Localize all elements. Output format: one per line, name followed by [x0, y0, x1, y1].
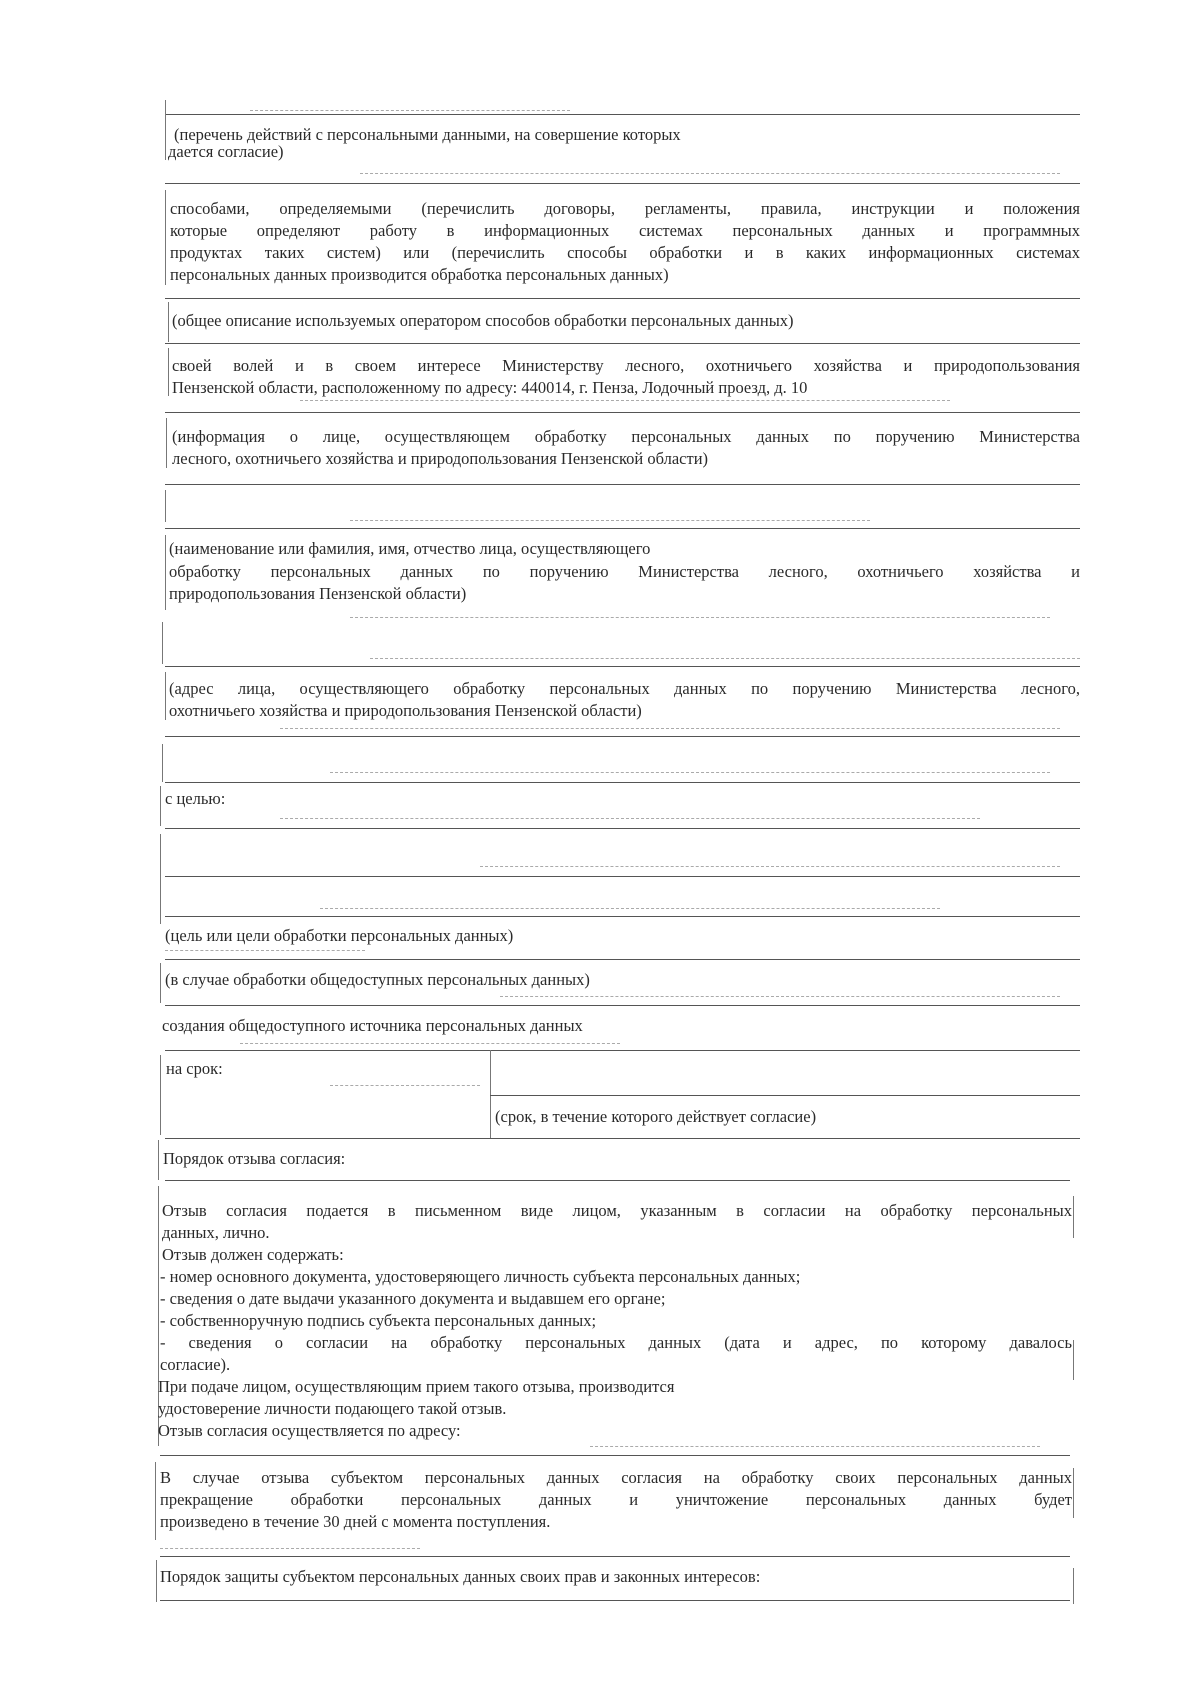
divider — [160, 1548, 420, 1549]
vertical-rule — [165, 100, 166, 160]
text-line: Пензенской области, расположенному по адресу: 440014, г. Пенза, Лодочный проезд, д. 10 — [172, 378, 808, 397]
divider — [165, 876, 1080, 877]
vertical-rule — [160, 1055, 161, 1135]
vertical-rule — [165, 490, 166, 522]
revocation-line: - сведения о дате выдачи указанного документа и выдавшем его органе; — [160, 1289, 666, 1308]
purpose-label: с целью: — [165, 789, 226, 808]
divider — [160, 1455, 1070, 1456]
vertical-rule — [166, 418, 167, 468]
divider — [590, 1446, 1040, 1447]
divider — [160, 1556, 1070, 1557]
divider — [165, 298, 1080, 299]
protection-title: Порядок защиты субъектом персональных данных своих прав и законных интересов: — [160, 1567, 761, 1586]
divider — [165, 412, 1080, 413]
processor-name-caption-line: (наименование или фамилия, имя, отчество лица, осуществляющего — [169, 539, 651, 558]
revocation-line: - номер основного документа, удостоверяющего личность субъекта персональных данных; — [160, 1267, 801, 1286]
vertical-rule — [1073, 1196, 1074, 1238]
vertical-rule — [162, 622, 163, 664]
processing-methods-text — [170, 198, 1080, 286]
divider — [165, 950, 365, 951]
revocation-address-label: Отзыв согласия осуществляется по адресу: — [158, 1421, 461, 1440]
divider — [360, 173, 1060, 174]
vertical-rule — [1073, 1340, 1074, 1380]
term-label: на срок: — [166, 1059, 223, 1078]
vertical-rule — [165, 672, 166, 720]
divider — [280, 728, 1060, 729]
action-list-caption-line: дается согласие) — [168, 142, 284, 161]
text-line: природопользования Пензенской области) — [169, 584, 467, 603]
divider — [350, 617, 1050, 618]
divider — [330, 1085, 480, 1086]
revocation-line: удостоверение личности подающего такой отзыв. — [158, 1399, 507, 1418]
ministry-consent-text — [172, 355, 1080, 399]
text-line: продуктах таких систем) или (перечислить способы обработки и в каких информационных системах — [170, 243, 1080, 262]
processor-address-caption — [169, 678, 1080, 722]
vertical-rule — [158, 1140, 159, 1180]
divider — [165, 782, 1080, 783]
text-line: обработку персональных данных по поручению Министерства лесного, охотничьего хозяйства и — [169, 562, 1080, 581]
revocation-title: Порядок отзыва согласия: — [163, 1149, 346, 1168]
divider — [165, 343, 1080, 344]
vertical-rule — [155, 1462, 156, 1540]
divider — [165, 1138, 1080, 1139]
vertical-rule — [1073, 1568, 1074, 1604]
text-line: своей волей и в своем интересе Министерству лесного, охотничьего хозяйства и природопользования — [172, 356, 1080, 375]
methods-description-caption: (общее описание используемых оператором способов обработки персональных данных) — [172, 311, 794, 330]
divider — [165, 183, 1080, 184]
divider — [500, 996, 1060, 997]
revocation-line: Отзыв должен содержать: — [162, 1245, 344, 1264]
divider — [165, 1180, 1070, 1181]
divider — [165, 736, 1080, 737]
divider — [330, 772, 1050, 773]
termination-text — [160, 1467, 1072, 1533]
divider — [165, 1005, 1080, 1006]
action-list-caption-line: (перечень действий с персональными данными, на совершение которых — [174, 125, 681, 144]
divider — [165, 959, 1080, 960]
divider — [165, 1050, 1080, 1051]
divider — [320, 908, 940, 909]
divider — [165, 484, 1080, 485]
vertical-rule — [160, 834, 161, 924]
text-line: которые определяют работу в информационных системах персональных данных и программных — [170, 221, 1080, 240]
text-line: (информация о лице, осуществляющем обработку персональных данных по поручению Министерства — [172, 427, 1080, 446]
term-column-rule — [490, 1050, 491, 1138]
vertical-rule — [160, 963, 161, 1003]
text-line: лесного, охотничьего хозяйства и природопользования Пензенской области) — [172, 449, 709, 468]
divider — [160, 1600, 1070, 1601]
divider — [300, 400, 950, 401]
divider — [350, 520, 870, 521]
divider — [165, 114, 1080, 115]
vertical-rule — [168, 348, 169, 396]
revocation-line: - собственноручную подпись субъекта персональных данных; — [160, 1311, 597, 1330]
text-line: Отзыв согласия подается в письменном виде лицом, указанным в согласии на обработку персональных — [162, 1201, 1072, 1220]
public-data-caption: (в случае обработки общедоступных персональных данных) — [165, 970, 590, 989]
vertical-rule — [1073, 1468, 1074, 1518]
divider — [165, 528, 1080, 529]
vertical-rule — [160, 786, 161, 826]
divider — [490, 1095, 1080, 1096]
revocation-line: При подаче лицом, осуществляющим прием такого отзыва, производится — [158, 1377, 675, 1396]
divider — [480, 866, 1060, 867]
divider — [165, 666, 1080, 667]
vertical-rule — [156, 1560, 157, 1602]
vertical-rule — [165, 190, 166, 285]
text-line: способами, определяемыми (перечислить договоры, регламенты, правила, инструкции и положения — [170, 199, 1080, 218]
divider — [240, 1043, 620, 1044]
divider — [250, 110, 570, 111]
text-line: прекращение обработки персональных данных и уничтожение персональных данных будет — [160, 1490, 1072, 1509]
vertical-rule — [162, 744, 163, 782]
divider — [280, 818, 980, 819]
public-source-text: создания общедоступного источника персональных данных — [162, 1016, 583, 1035]
processor-info-caption — [172, 426, 1080, 470]
revocation-line: согласие). — [160, 1355, 231, 1374]
processor-name-caption — [169, 561, 1080, 605]
revocation-line: данных, лично. — [162, 1223, 270, 1242]
divider — [165, 916, 1080, 917]
vertical-rule — [165, 535, 166, 610]
text-line: охотничьего хозяйства и природопользования Пензенской области) — [169, 701, 642, 720]
text-line: персональных данных производится обработка персональных данных) — [170, 265, 669, 284]
revocation-consent-info — [160, 1332, 1072, 1354]
divider — [165, 828, 1080, 829]
vertical-rule — [168, 302, 169, 342]
term-caption: (срок, в течение которого действует согласие) — [495, 1107, 817, 1126]
text-line: - сведения о согласии на обработку персональных данных (дата и адрес, по которому давалось — [160, 1333, 1072, 1352]
revocation-first-line — [162, 1200, 1072, 1222]
purpose-caption: (цель или цели обработки персональных данных) — [165, 926, 514, 945]
text-line: произведено в течение 30 дней с момента поступления. — [160, 1512, 551, 1531]
divider — [370, 658, 1080, 659]
text-line: (адрес лица, осуществляющего обработку персональных данных по поручению Министерства лесного, — [169, 679, 1080, 698]
text-line: В случае отзыва субъектом персональных данных согласия на обработку своих персональных данных — [160, 1468, 1072, 1487]
